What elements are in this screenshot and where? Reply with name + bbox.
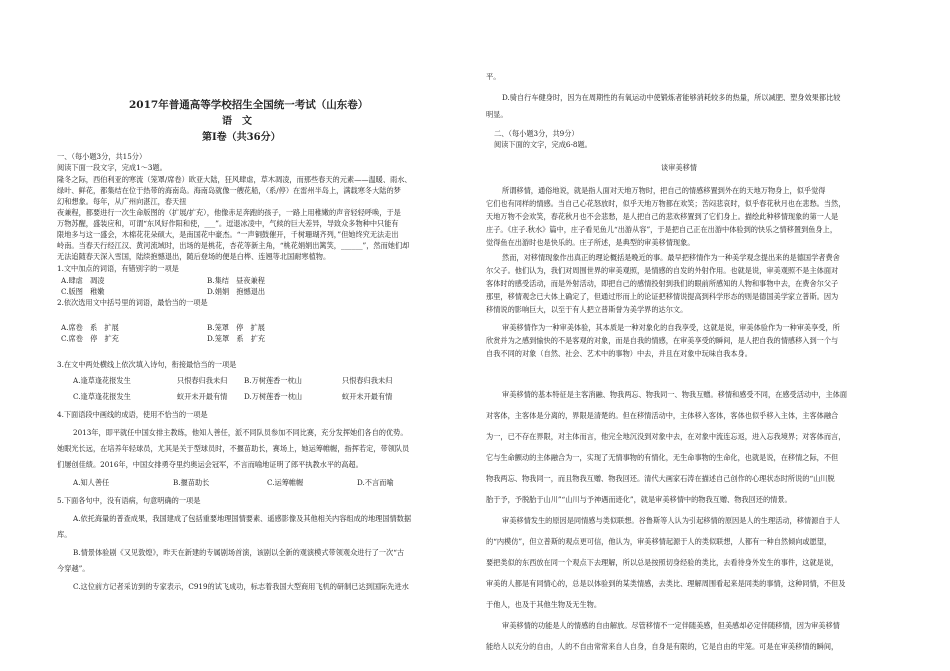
option-b: B.笼罩 停 扩展 [207, 323, 265, 332]
section-1-heading: 一、（每小题3分，共15分） [57, 152, 147, 161]
passage-line: 幻和想象。每年，从广州向湛江，春天扭 [57, 197, 187, 206]
option-d: D.娟娟 抱憾退出 [207, 287, 266, 296]
option-d: D.骑自行车健身时，因为在周期性的有氧运动中使锻炼者能够消耗较多的热量，所以减肥、塑身效果都比较 [502, 93, 841, 102]
option-b: B.集结 昼夜兼程 [207, 276, 265, 285]
option-c: C.版图 稚嫩 [61, 287, 105, 296]
essay-line: 它们也有同样的情感。当自己心花怒放时，似乎天地万物都在欢笑；苦闷悲哀时，似乎春花秋月也在悲愁。当然， [486, 199, 846, 208]
option-a-cont: 库。 [57, 530, 72, 539]
section-2-intro: 阅读下面的文字，完成6-8题。 [494, 140, 592, 149]
essay-line: 审美移情作为一种审美体验，其本质是一种对象化的自我享受，这就是说，审美体验作为一种审美享受，所 [502, 323, 840, 332]
essay-line: 自我不同的对象（自然、社会、艺术中的事物）中去，并且在对象中玩味自我本身。 [486, 349, 752, 358]
passage-line: 她眼光长远，在培养年轻球员，尤其是关于型球员时，不揠苗助长，赛场上，她运筹帷幄，指挥若定，带领队员 [57, 444, 410, 453]
subject-title: 语 文 [222, 116, 252, 127]
essay-line: 尔父子。他们认为，我们对周围世界的审美观照，是情感的自发的外射作用。也就是说，审美观照不是主体面对 [486, 266, 839, 275]
option-c: C.运筹帷幄 [267, 478, 304, 487]
essay-line: 审美移情发生的原因是同情感与类似联想。谷鲁斯等人认为引起移情的原因是人的生理活动，移情源自于人 [502, 516, 840, 525]
essay-line: 那里，移情观念已大体上确定了，但通过形而上的论证把移情说提高到科学形态的则是德国美学家立普斯。因为 [486, 292, 839, 301]
section-1-intro: 阅读下面一段文字，完成1～3题。 [57, 163, 167, 172]
option-b-cont: 今穿越”。 [57, 564, 90, 573]
option-d-line2: 蚁开未开最有情 [342, 392, 393, 401]
option-d: D.笼罩 系 扩充 [207, 334, 266, 343]
passage-line: 夜兼程，都要进行一次生命版图的（扩展/扩充），他像赤足奔跑的孩子，一路上用稚嫩的声音轻轻呼唤，于是 [57, 208, 401, 217]
passage-line: 万物苏醒，盛装应和，可谓“东风好作阳和使，___”。逗退冰凌中，气候的巨大差异，导致众多物种中只能有 [57, 219, 399, 228]
essay-line: 移情说的影响巨大，以至于有人把立普斯誉为美学界的达尔文。 [486, 305, 688, 314]
option-a: A.肆虐 凋凌 [61, 276, 105, 285]
continuation-text: 平。 [486, 72, 501, 81]
question-5: 5.下面各句中，没有语病，句意明确的一项是 [57, 496, 201, 505]
option-d: D.万树莲香一枕山 [244, 392, 303, 401]
passage-line: 岭南。当春天行经江汉、黄河流域时，出场的是桃花，杏花等新主角，“桃花娟娟出篱笑，______”，然而她们却 [57, 241, 410, 250]
essay-line: 对客体，主客体是分离的，界限是清楚的。但在移情活动中，主体移入客体，客体也似乎移入主体，主客体融合 [486, 411, 839, 420]
option-a: A.知人善任 [73, 478, 110, 487]
option-b: B.万树莲香一枕山 [244, 376, 302, 385]
option-a-line2: 只恨春归我未归 [177, 376, 228, 385]
essay-line: 客体时的感受活动，而是外射活动，即把自己的感情投射到我们的眼前所感知的人物和事物中去，在费舍尔父子 [486, 279, 839, 288]
passage-line: 们屡创佳绩。2016年，中国女排勇夺里约奥运会冠军，不言而喻地证明了郎平执教水平的高超。 [57, 460, 363, 469]
option-b: B.揠苗助长 [173, 478, 210, 487]
passage-line: 隆冬之际，西伯利亚的寒流（笼罩/席卷）欧亚大陆，狂风肆虐，草木凋凌，而那些春天的元素——温暖、雨水、 [57, 175, 412, 184]
essay-line: 能给人以充分的自由，人的不自由常常来自人自身，自身是有限的，它是自由的牢笼。可是在审美移情的瞬间， [486, 642, 839, 651]
option-a: A.依托海量的普查成果，我国建成了包括重要地理国情要素、遥感影像及其他相关内容组成的地理国情数据 [73, 514, 412, 523]
essay-line: 它与生命颤动的主体融合为一，实现了无情事物的有情化，无生命事物的生命化，也就是说，在移情之际，不但 [486, 453, 839, 462]
option-c: C.逢草逢花报发生 [73, 392, 131, 401]
essay-line: 欣赏并为之感到愉快的不是客观的对象，而是自我的情感，在审美享受的瞬间，是人把自我的情感移入到一个与 [486, 336, 839, 345]
question-3: 3.在文中两处横线上依次填入诗句，衔接最恰当的一项是 [57, 360, 237, 369]
option-c: C.这位前方记者采访到的专家表示，C919的试飞成功，标志着我国大型商用飞机的研制已达到国际先进水 [73, 582, 409, 591]
option-a: A.逢草逢花报发生 [73, 376, 131, 385]
essay-title: 谈审美移情 [661, 163, 697, 172]
option-d-cont: 明显。 [486, 110, 508, 119]
section-2-heading: 二、（每小题3分，共9分） [494, 129, 579, 138]
essay-line: 天地万物不会欢笑，春花秋月也不会悲愁，是人把自己的悲欢移置到了它们身上。描绘此种移情现象的第一人是 [486, 212, 839, 221]
essay-line: 的“内模仿”，但立普斯的观点更可信，他认为，审美移情起源于人的类似联想，人都有一种自然倾向或愿望， [486, 537, 832, 546]
essay-line: 物我两忘、物我同一，而且物我互赠、物我回还。清代大画家石涛在描述自己创作的心理状态时所说的“山川脱 [486, 474, 835, 483]
question-4: 4.下面语段中画线的成语，使用不恰当的一项是 [57, 410, 208, 419]
option-b: B.情景体验剧《又见敦煌》，昨天在新建的专属剧场首演，该剧以全新的观演模式带领观众进行了一次“古 [73, 548, 405, 557]
passage-line: 限地多与这一盛会，木棉花花朵硕大，是南国花中豪杰。“一声铜鼓催开，千树珊瑚齐列，”但她终究无法走出 [57, 230, 399, 239]
option-c: C.席卷 停 扩充 [61, 334, 119, 343]
essay-line: 审美移情的功能是人的情感的自由解放。尽管移情不一定伴随美感，但美感却必定伴随移情，因为审美移情 [502, 621, 840, 630]
option-c-line2: 蚁开未开最有情 [177, 392, 228, 401]
essay-line: 胎于予，予脱胎于山川”“山川与予神遇而迹化”，就是审美移情中的物我互赠、物我回还的情景。 [486, 495, 792, 504]
essay-line: 庄子。《庄子.秋水》篇中，庄子看见鱼儿“出游从容”，于是把自己正在出游中体验到的快乐之情移置到鱼身上， [486, 225, 838, 234]
essay-line: 觉得鱼在出游时也是快乐的。庄子所述，是典型的审美移情现象。 [486, 238, 695, 247]
option-b-line2: 只恨春归我未归 [342, 376, 393, 385]
essay-line: 于他人，也及于其他生物及无生物。 [486, 600, 602, 609]
part-title: 第Ⅰ卷（共36分） [202, 132, 281, 143]
essay-line: 要把类似的东西放在同一个观点下去理解，所以总是按照切身经验的类比，去看待身外发生的事件，这就是说， [486, 558, 839, 567]
option-a: A.席卷 系 扩展 [61, 323, 119, 332]
question-2: 2.依次选用文中括号里的词语，最恰当的一项是 [57, 298, 208, 307]
essay-line: 审美的人都是有同情心的，总是以体验到的某类情感，去类比、理解周围看起来是同类的事情，这种同情，不但及 [486, 579, 846, 588]
essay-line: 所谓移情，通俗地说，就是指人面对天地万物时，把自己的情感移置到外在的天地万物身上，似乎觉得 [502, 186, 826, 195]
passage-line: 绿叶、鲜花，都集结在位于热带的海南岛。海南岛就像一艘花船，（系/停）在雷州半岛上，满载寒冬大陆的梦 [57, 186, 401, 195]
exam-title: 2017年普通高等学校招生全国统一考试（山东卷） [129, 99, 369, 111]
essay-line: 然而，对移情现象作出真正的理论概括是晚近的事。最早把移情作为一种美学观念提出来的是德国学者费舍 [502, 253, 840, 262]
passage-line: 无法追随春天深入雪国，陆续抱憾退出，随后登场的便是白桦、连翘等北国耐寒植物。 [57, 252, 331, 261]
essay-line: 审美移情的基本特征是主客消融、物我两忘、物我同一、物我互赠。移情和感受不同，在感受活动中，主体面 [502, 390, 848, 399]
question-1: 1.文中加点的词语，有错别字的一项是 [57, 264, 179, 273]
passage-line: 2013年，即平就任中国女排主教练，他知人善任，派不同队员参加不同比赛，充分发挥她们各自的优势。 [73, 428, 408, 437]
essay-line: 为一，已不存在界限，对主体而言，他完全地沉没到对象中去，在对象中流连忘返，进入忘我境界；对客体而言， [486, 432, 846, 441]
option-d: D.不言而喻 [357, 478, 394, 487]
